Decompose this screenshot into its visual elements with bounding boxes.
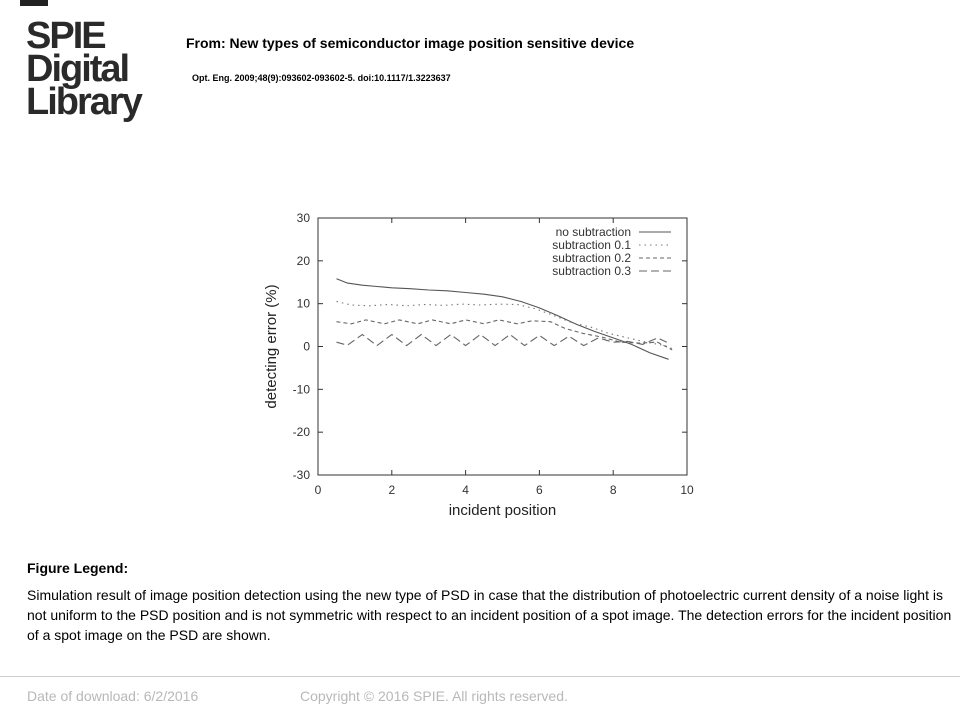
y-tick-label: -20 bbox=[292, 425, 310, 440]
x-tick-label: 4 bbox=[462, 483, 469, 497]
footer-divider bbox=[0, 676, 960, 677]
figure-chart bbox=[255, 205, 705, 525]
article-title: From: New types of semiconductor image position sensitive device bbox=[186, 35, 635, 51]
y-tick-label: 10 bbox=[296, 296, 310, 311]
x-tick-label: 8 bbox=[609, 483, 617, 497]
x-tick-label: 10 bbox=[680, 483, 694, 497]
x-tick-label: 0 bbox=[314, 483, 322, 497]
copyright: Copyright © 2016 SPIE. All rights reserved. bbox=[300, 688, 568, 704]
legend-entry-label: subtraction 0.2 bbox=[552, 251, 631, 265]
y-tick-label: 20 bbox=[296, 253, 310, 268]
figure-legend-text: Simulation result of image position detection using the new type of PSD in case that the distribution of photoelectric current density of a noise light is not uniform to the PSD position and is not symmetric with respect to an incident position of a spot image. The detection errors for the incident position of a spot image on the PSD are shown. bbox=[27, 587, 952, 643]
x-axis-label: incident position bbox=[448, 502, 557, 519]
legend-entry-label: subtraction 0.1 bbox=[552, 238, 631, 252]
logo-line-3: Library bbox=[26, 81, 141, 123]
citation: Opt. Eng. 2009;48(9):093602-093602-5. doi:10.1117/1.3223637 bbox=[192, 73, 451, 83]
series-line-3 bbox=[337, 320, 673, 350]
y-tick-label: 30 bbox=[296, 211, 310, 225]
download-date: Date of download: 6/2/2016 bbox=[27, 688, 199, 704]
legend-entry-label: subtraction 0.3 bbox=[552, 264, 631, 278]
logo-line-1: SPIE bbox=[26, 15, 105, 57]
spie-digital-library-logo bbox=[26, 15, 156, 123]
x-tick-label: 6 bbox=[536, 483, 543, 497]
y-axis-label: detecting error (%) bbox=[263, 284, 280, 409]
figure-legend-heading: Figure Legend: bbox=[27, 560, 129, 576]
logo-line-2: Digital bbox=[26, 48, 129, 90]
y-tick-label: -30 bbox=[292, 468, 310, 482]
y-tick-label: -10 bbox=[292, 382, 310, 397]
chart-svg bbox=[255, 205, 705, 525]
logo-top-bar bbox=[20, 0, 48, 6]
series-line-1 bbox=[337, 279, 669, 360]
plot-frame bbox=[318, 218, 687, 475]
x-tick-label: 2 bbox=[388, 483, 396, 497]
legend-entry-label: no subtraction bbox=[555, 225, 631, 239]
y-tick-label: 0 bbox=[303, 339, 310, 354]
